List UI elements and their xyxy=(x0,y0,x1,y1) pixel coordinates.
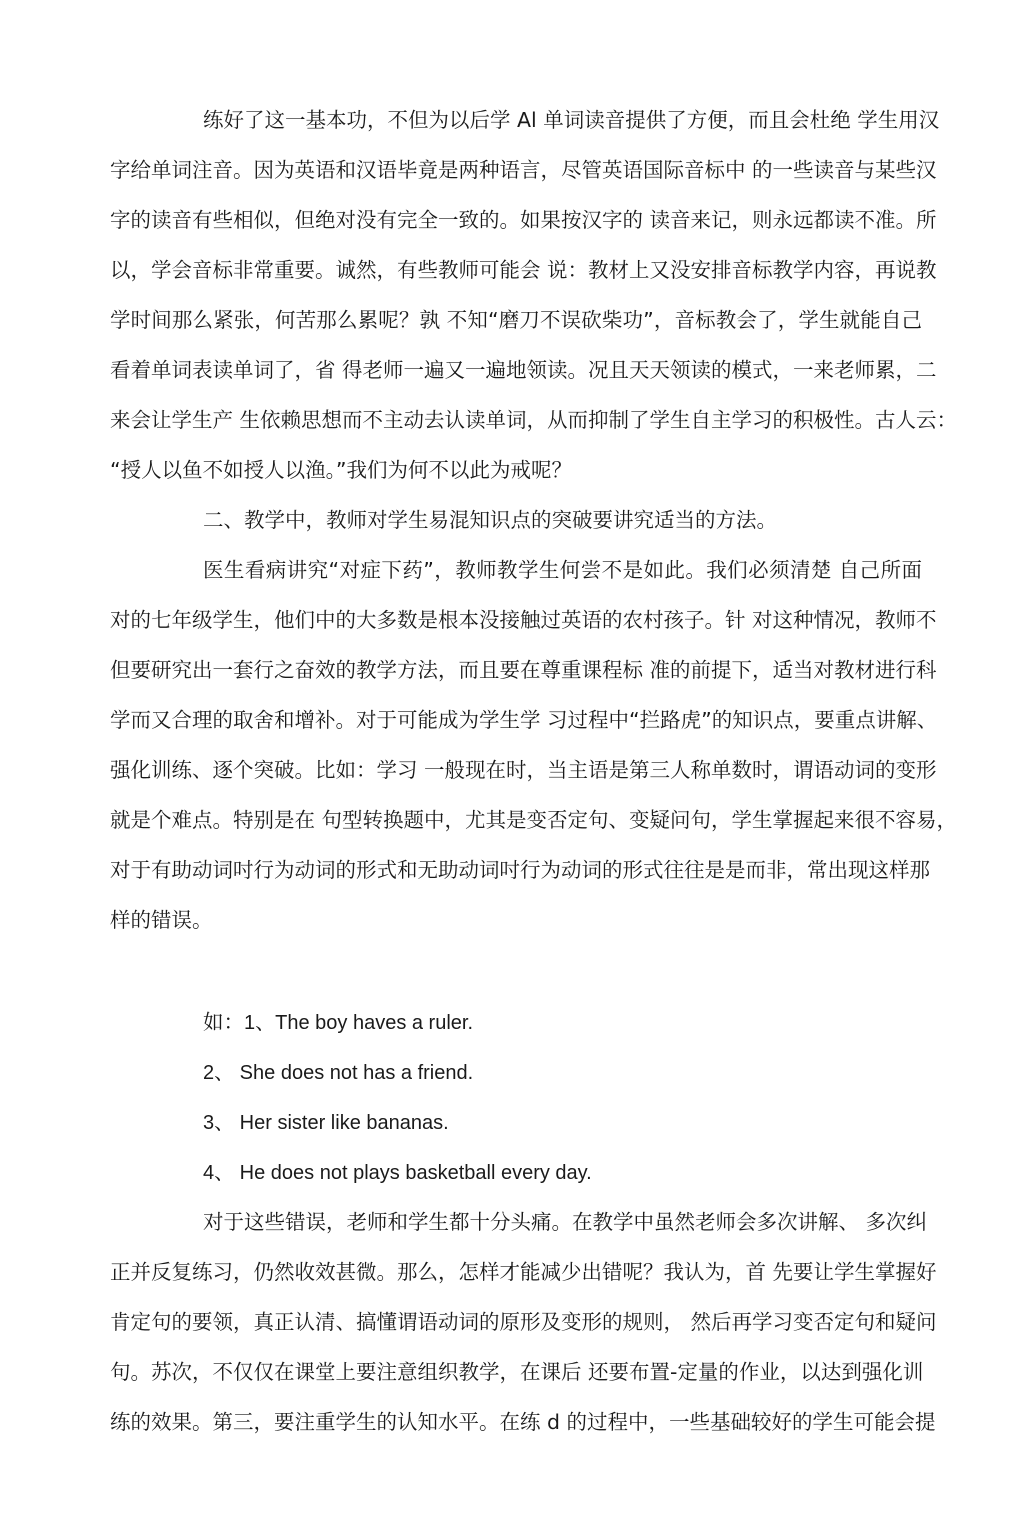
section-heading-2: 二、教学中，教师对学生易混知识点的突破要讲究适当的方法。 xyxy=(203,508,777,532)
paragraph-3-line-3: 肯定句的要领，真正认清、搞懂谓语动词的原形及变形的规则， 然后再学习变否定句和疑问 xyxy=(110,1310,937,1334)
paragraph-1-line-8: “授人以鱼不如授人以渔。”我们为何不以此为戒呢？ xyxy=(110,458,572,482)
example-2 xyxy=(203,1058,473,1087)
example-2-text: 2、 She does not has a friend. xyxy=(203,1062,474,1084)
example-4 xyxy=(203,1158,592,1187)
paragraph-2-line-8: 样的错误。 xyxy=(110,908,213,932)
paragraph-1-line-6: 看着单词表读单词了，省 得老师一遍又一遍地领读。况且天天领读的模式，一来老师累，二 xyxy=(110,358,937,382)
paragraph-1-line-7: 来会让学生产 生依赖思想而不主动去认读单词，从而抑制了学生自主学习的积极性。古人云： xyxy=(110,408,958,432)
paragraph-2-line-1: 医生看病讲究“对症下药”，教师教学生何尝不是如此。我们必须清楚 自己所面 xyxy=(203,558,922,582)
paragraph-1-line-4: 以，学会音标非常重要。诚然，有些教师可能会 说：教材上又没安排音标教学内容，再说教 xyxy=(110,258,937,282)
example-3 xyxy=(203,1108,449,1137)
example-1-text: 1、The boy haves a ruler. xyxy=(244,1012,474,1034)
paragraph-1-line-3: 字的读音有些相似，但绝对没有完全一致的。如果按汉字的 读音来记，则永远都读不准。所 xyxy=(110,208,937,232)
example-4-text: 4、 He does not plays basketball every day. xyxy=(203,1162,592,1184)
paragraph-3-line-1: 对于这些错误，老师和学生都十分头痛。在教学中虽然老师会多次讲解、 多次纠 xyxy=(203,1210,928,1234)
example-1 xyxy=(203,1008,473,1037)
example-3-text: 3、 Her sister like bananas. xyxy=(203,1112,449,1134)
paragraph-2-line-5: 强化训练、逐个突破。比如：学习 一般现在时，当主语是第三人称单数时，谓语动词的变形 xyxy=(110,758,937,782)
paragraph-3-line-4: 句。苏次，不仅仅在课堂上要注意组织教学，在课后 还要布置-定量的作业，以达到强化训 xyxy=(110,1360,924,1384)
paragraph-3-line-2: 正并反复练习，仍然收效甚微。那么，怎样才能减少出错呢？我认为，首 先要让学生掌握好 xyxy=(110,1260,937,1284)
paragraph-3-line-5: 练的效果。第三，要注重学生的认知水平。在练 d 的过程中，一些基础较好的学生可能会提 xyxy=(110,1410,936,1434)
paragraph-2-line-4: 学而又合理的取舍和增补。对于可能成为学生学 习过程中“拦路虎”的知识点，要重点讲解、 xyxy=(110,708,938,732)
paragraph-2-line-2: 对的七年级学生，他们中的大多数是根本没接触过英语的农村孩子。针 对这种情况，教师不 xyxy=(110,608,937,632)
paragraph-2-line-7: 对于有助动词吋行为动词的形式和无助动词吋行为动词的形式往往是是而非，常出现这样那 xyxy=(110,858,930,882)
example-1-prefix: 如： xyxy=(203,1010,244,1034)
paragraph-1-line-2: 字给单词注音。因为英语和汉语毕竟是两种语言，尽管英语国际音标中 的一些读音与某些汉 xyxy=(110,158,937,182)
paragraph-2-line-6: 就是个难点。特别是在 句型转换题中，尤其是变否定句、变疑问句，学生掌握起来很不容易， xyxy=(110,808,958,832)
paragraph-1-line-1: 练好了这一基本功，不但为以后学 Al 单词读音提供了方便，而且会杜绝 学生用汉 xyxy=(203,108,940,132)
paragraph-1-line-5: 学时间那么紧张，何苦那么累呢？孰 不知“磨刀不误砍柴功”，音标教会了，学生就能自己 xyxy=(110,308,922,332)
paragraph-2-line-3: 但要研究出一套行之奋效的教学方法，而且要在尊重课程标 准的前提下，适当对教材进行科 xyxy=(110,658,937,682)
